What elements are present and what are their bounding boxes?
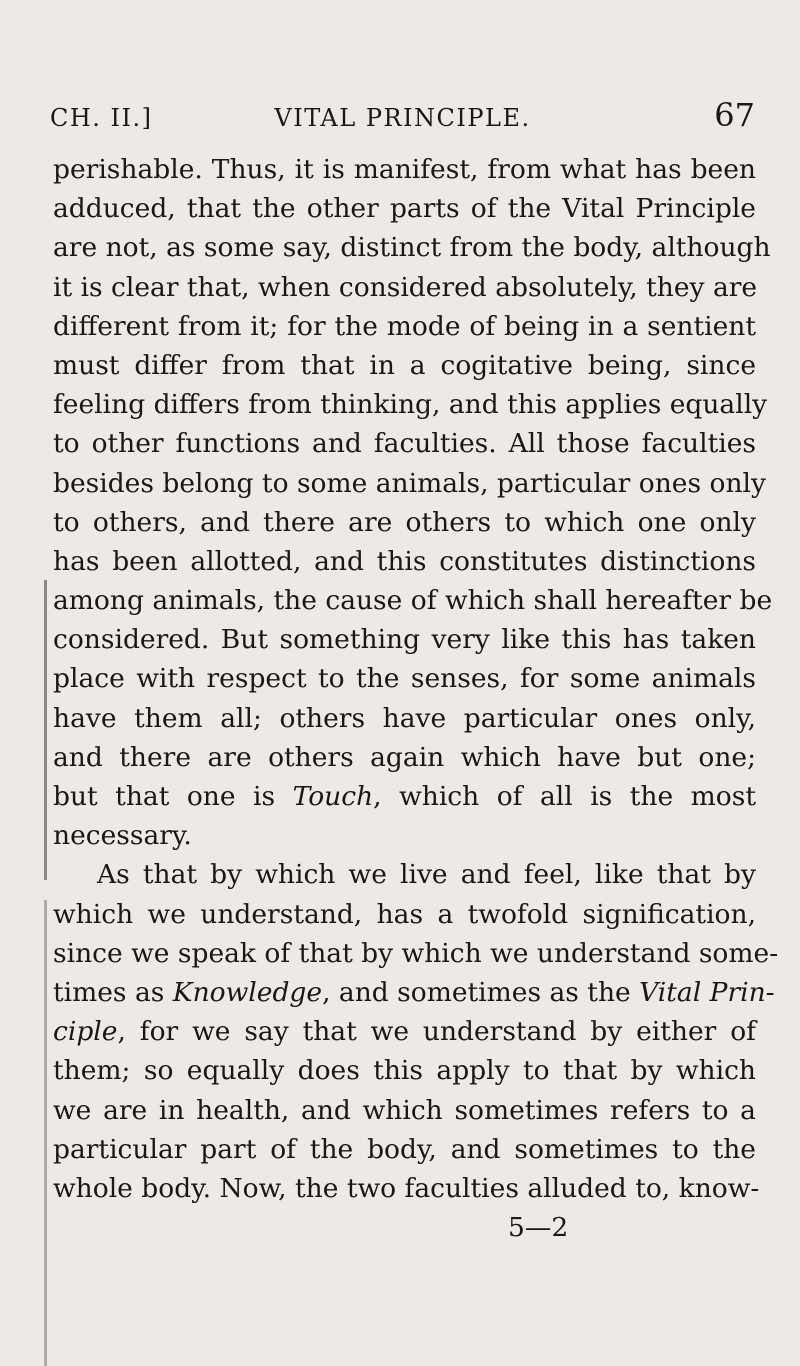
text-span: times as — [53, 976, 173, 1008]
text-line: has been allotted, and this constitutes distinctions — [53, 545, 756, 577]
text-line: which we understand, has a twofold signification, — [53, 898, 756, 930]
chapter-label: CH. II.] — [50, 104, 153, 132]
paragraph-start-line: As that by which we live and feel, like that by — [97, 859, 756, 891]
text-span: but that one is — [53, 781, 293, 812]
text-line: must differ from that in a cogitative being, since — [53, 349, 756, 381]
text-line: and there are others again which have but one; — [53, 741, 756, 773]
text-line — [53, 777, 756, 816]
text-line: adduced, that the other parts of the Vital Principle — [53, 193, 756, 225]
running-header — [50, 96, 755, 144]
text-line: different from it; for the mode of being in a sentient — [53, 310, 756, 342]
text-line: place with respect to the senses, for some animals — [53, 663, 756, 695]
text-line: to others, and there are others to which one only — [53, 506, 756, 538]
text-line: among animals, the cause of which shall hereafter be — [53, 585, 773, 617]
italic-term: Vital Prin- — [639, 976, 775, 1008]
text-line: since we speak of that by which we understand some- — [53, 937, 779, 969]
text-line: perishable. Thus, it is manifest, from what has been — [53, 154, 756, 185]
text-line: them; so equally does this apply to that by which — [53, 1055, 756, 1087]
text-line: to other functions and faculties. All those faculties — [53, 428, 756, 460]
text-line: particular part of the body, and sometimes to the — [53, 1133, 756, 1165]
italic-term: ciple — [53, 1016, 118, 1048]
text-line: considered. But something very like this has taken — [53, 624, 756, 656]
italic-term: Touch — [292, 781, 374, 812]
paragraph-end-line: necessary. — [53, 820, 192, 852]
text-line: we are in health, and which sometimes refers to a — [53, 1094, 756, 1126]
binding-shadow — [44, 580, 47, 880]
text-line: besides belong to some animals, particular ones only — [53, 467, 766, 499]
text-span: , and sometimes as the — [322, 976, 640, 1008]
text-line: have them all; others have particular ones only, — [53, 702, 756, 734]
page-number: 67 — [714, 96, 755, 134]
text-line — [53, 973, 775, 1012]
text-span: , for we say that we understand by either of — [117, 1016, 756, 1048]
running-title: VITAL PRINCIPLE. — [274, 104, 531, 132]
text-line: are not, as some say, distinct from the body, although — [53, 232, 771, 264]
text-span: , which of all is the most — [373, 781, 756, 812]
body-text — [53, 150, 779, 1247]
binding-shadow — [44, 900, 47, 1366]
text-line: it is clear that, when considered absolutely, they are — [53, 271, 758, 303]
text-line: feeling differs from thinking, and this applies equally — [53, 389, 768, 421]
text-line: whole body. Now, the two faculties alluded to, know- — [53, 1172, 760, 1204]
italic-term: Knowledge — [172, 976, 323, 1008]
text-line — [53, 1012, 756, 1051]
signature-mark: 5—2 — [508, 1212, 569, 1244]
